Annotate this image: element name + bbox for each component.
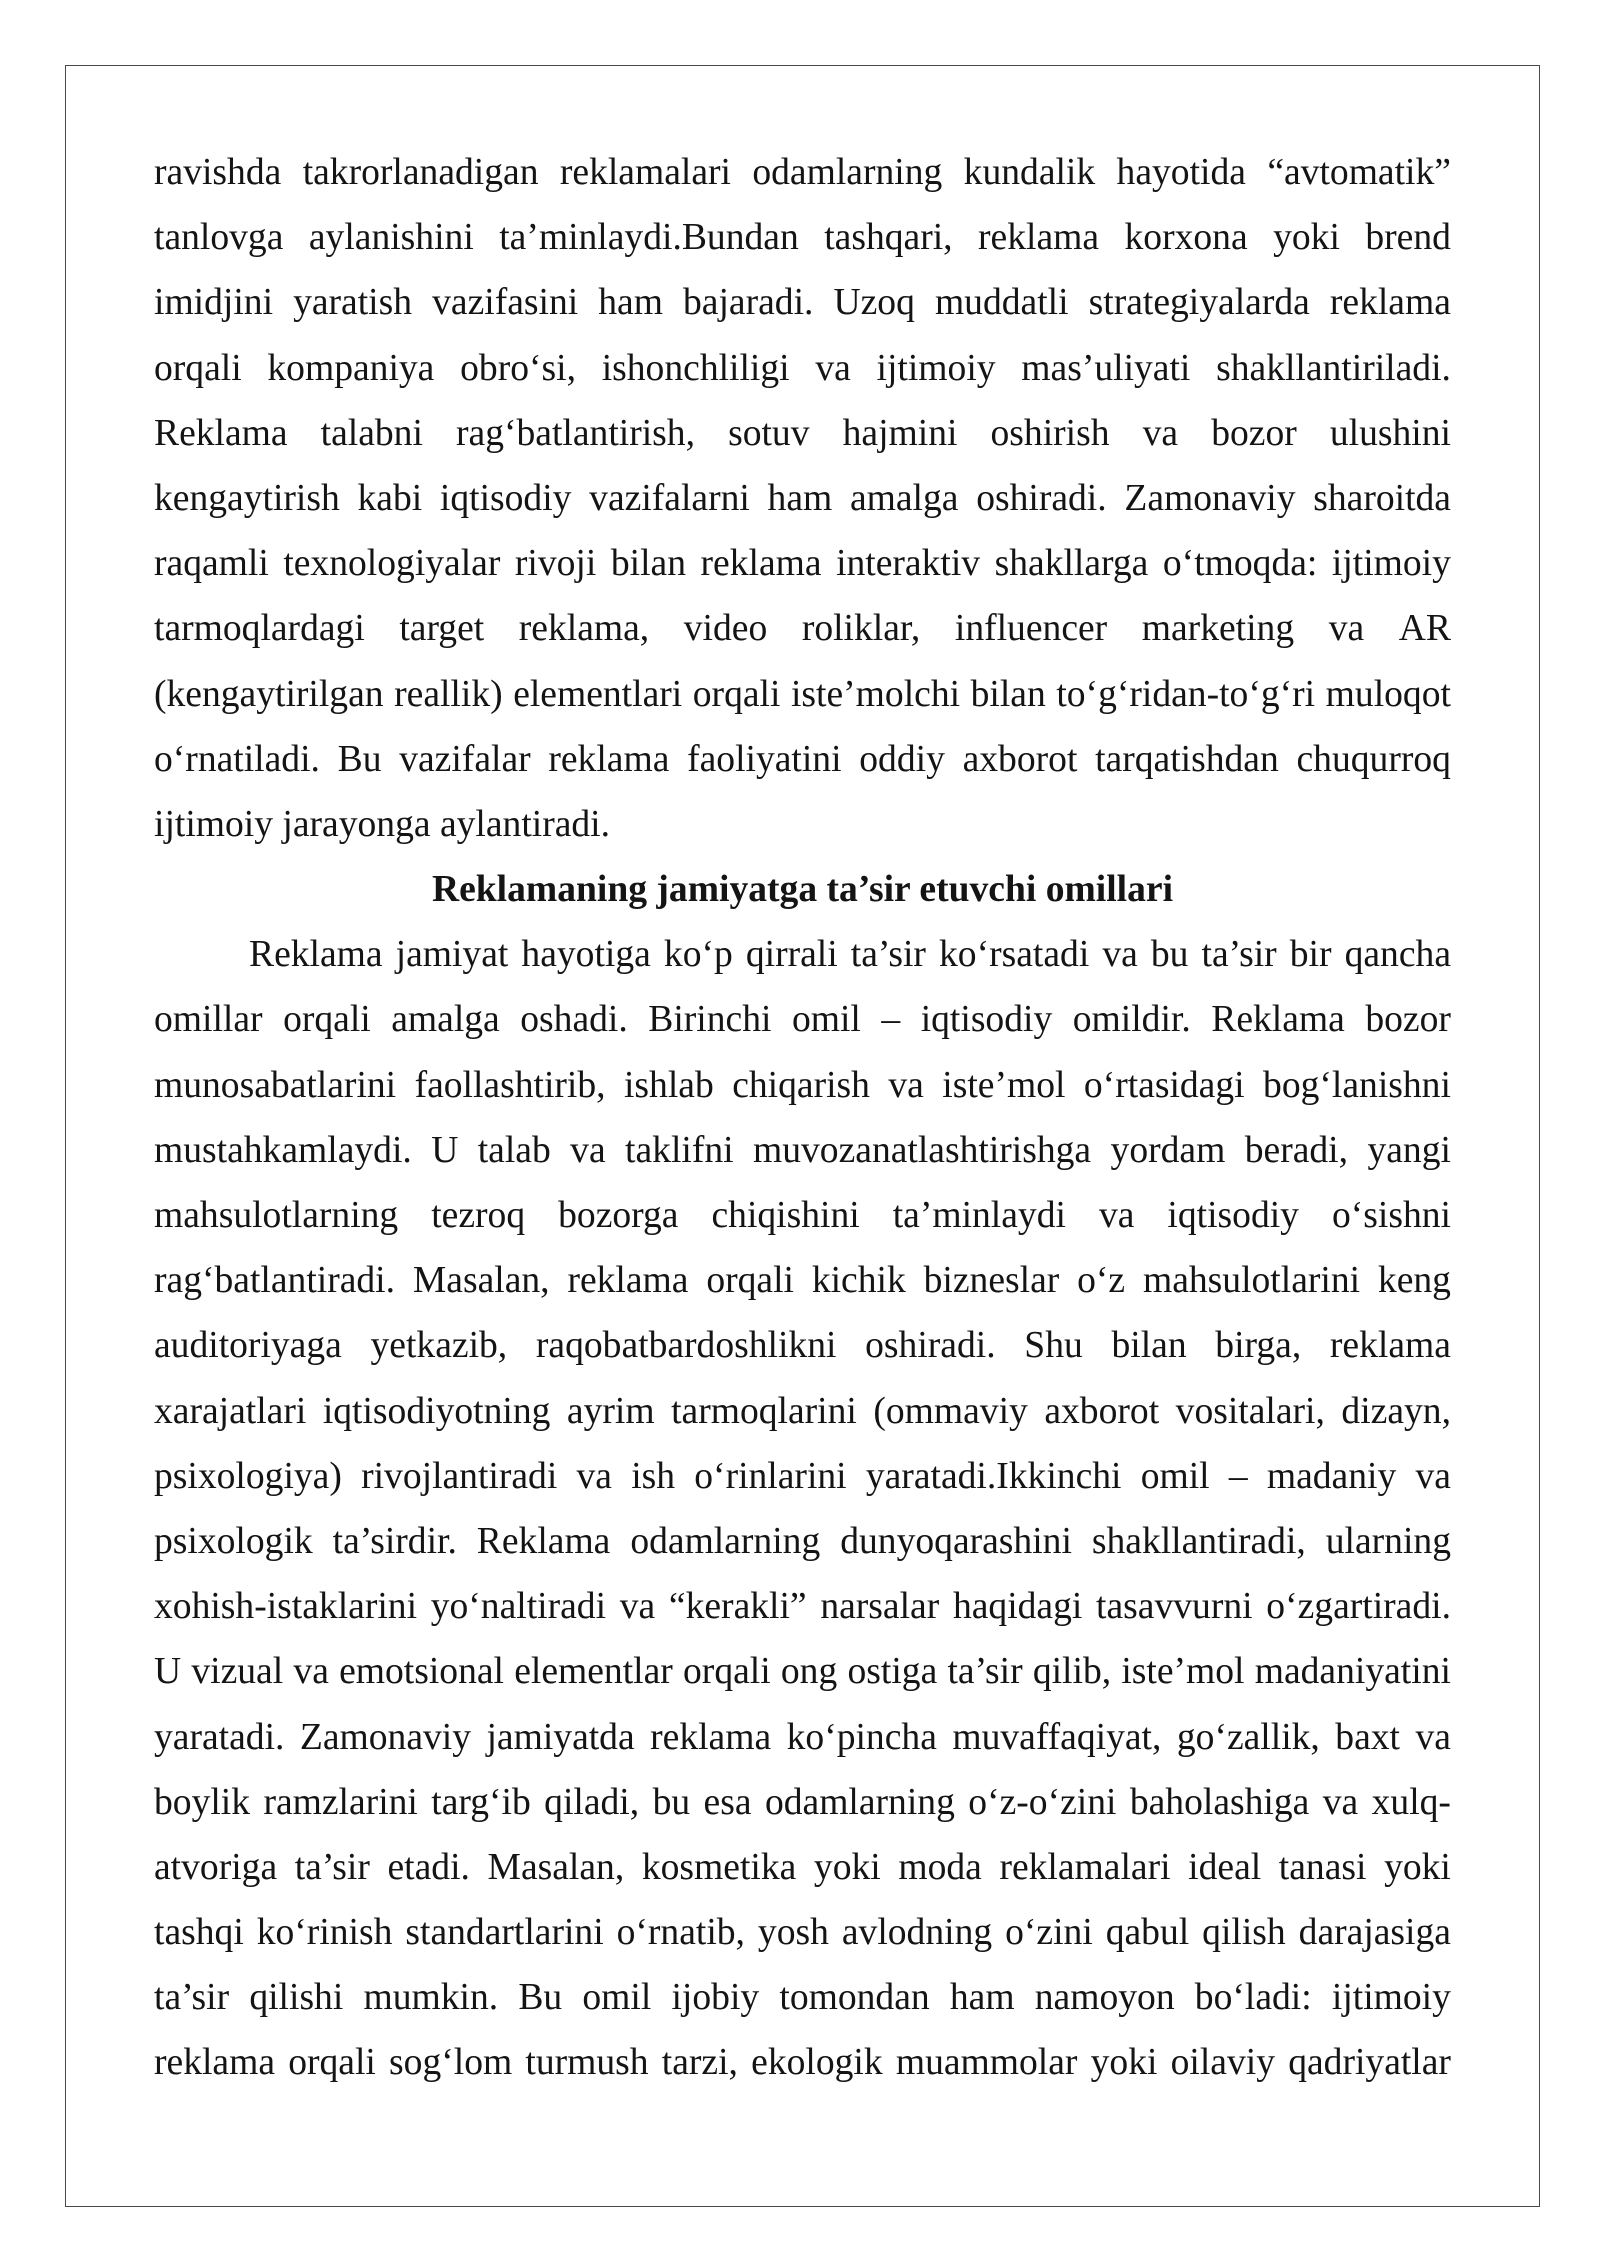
paragraph-line [154,1379,1451,1444]
word: xohish-istaklarini [154,1586,418,1628]
word: reklama [1329,282,1451,324]
paragraph-line [154,1183,1451,1248]
word: muloqot [1325,673,1451,715]
word: bilan [1111,1325,1187,1367]
word: o‘rtasidagi [1083,1064,1245,1106]
word: yosh [757,1912,829,1954]
word: iqtisodiy [439,477,572,519]
word: xarajatlari [154,1390,307,1432]
word: amalga [391,999,500,1041]
word: imidjini [154,282,274,324]
word: taklifni [625,1129,734,1171]
word: Zamonaviy [299,1716,472,1758]
word: orqali [283,999,371,1041]
word: va [1328,608,1365,650]
word: Birinchi [648,999,772,1041]
word: Uzoq [833,282,915,324]
word: sog‘lom [389,2042,513,2084]
word: qiladi, [544,1781,640,1823]
word: Masalan, [412,1260,550,1302]
word: to‘g‘ridan-to‘g‘ri [1056,673,1316,715]
word: reallik) [394,673,503,715]
word: yoki [1090,2042,1158,2084]
word: tezroq [431,1195,526,1236]
word: qadriyatlar [1288,2042,1451,2084]
word: Shu [1024,1325,1083,1367]
word: vositalari, [1175,1390,1325,1432]
word: yaratadi. [154,1716,285,1758]
word: standartlarini [405,1912,604,1954]
word: talab [477,1129,551,1171]
word: elementlar [514,1651,673,1693]
word: tarmoqlardagi [154,608,365,650]
word: yaratadi.Ikkinchi [865,1455,1122,1497]
word: va [1415,1455,1451,1497]
word: namoyon [1034,1977,1175,2019]
word: va [619,1586,656,1628]
word: odamlarning [764,1781,955,1823]
word: bozor [1211,412,1297,454]
word: interaktiv [836,543,981,585]
word: omildir. [1072,999,1191,1041]
word: oshirish [990,412,1110,454]
word: reklama [567,1260,689,1302]
word: ta’minlaydi.Bundan [499,217,799,259]
word: baxt [1335,1716,1400,1758]
word: omil [1140,1455,1210,1497]
word: raqobatbardoshlikni [535,1325,837,1367]
word: ayrim [566,1390,655,1432]
word: moda [898,1846,982,1888]
word: axborot [1044,1390,1160,1432]
word: ularning [1325,1520,1451,1562]
word: baholashiga [1129,1781,1310,1823]
paragraph-line [154,270,1451,335]
word: narsalar [820,1586,940,1628]
word: tarmoqlarini [671,1390,857,1432]
word: qabul [1105,1912,1190,1954]
word: o‘zini [1005,1912,1093,1954]
word: ham [949,1977,1015,2019]
word: o‘zgartiradi. [1266,1586,1451,1628]
word: haqidagi [952,1586,1083,1628]
word: bu [1150,934,1189,976]
word: ramzlarini [263,1781,418,1823]
word: odamlarning [752,152,943,193]
word: reklama [978,217,1100,259]
word: etadi. [387,1846,470,1888]
word: tanlovga [154,217,284,259]
word: bizneslar [923,1260,1060,1302]
word: orqali [706,1260,794,1302]
word: reklama [548,738,670,780]
word: ijtimoiy [1331,543,1451,585]
word: mumkin. [363,1977,499,2019]
word: “avtomatik” [1267,152,1451,193]
word: dunyoqarashini [840,1520,1072,1562]
word: turmush [525,2042,649,2084]
word: tashqi [154,1912,244,1954]
word: va [1142,412,1179,454]
word: texnologiyalar [283,543,501,585]
word: orqali [683,1651,771,1693]
word: muvaffaqiyat, [952,1716,1162,1758]
word: Zamonaviy [1124,477,1296,519]
word: ta’sir [850,934,926,976]
paragraph-line [154,1900,1451,1965]
word: muvozanatlashtirishga [753,1129,1092,1171]
word: reklama [700,543,822,585]
word: (kengaytirilgan [154,673,384,715]
word: ko‘p [663,934,733,976]
word: bo‘ladi: [1194,1977,1312,2019]
word: xulq- [1371,1781,1451,1823]
word: bilan [610,543,686,585]
word: tarqatishdan [1095,738,1279,780]
word: Masalan, [487,1846,625,1888]
word: vazifasini [432,282,579,324]
word: muddatli [934,282,1069,324]
word: o‘rnatib, [616,1912,745,1954]
word: – [881,999,901,1041]
word: elementlari [513,673,683,715]
word: marketing [1141,608,1295,650]
word: yoki [813,1846,881,1888]
word: va [1322,1781,1359,1823]
word: beradi, [1244,1129,1349,1171]
word: reklamalari [999,1846,1171,1888]
word: U [154,1651,182,1693]
word: oilaviy [1170,2042,1275,2084]
word: (ommaviy [873,1390,1028,1432]
word: ham [598,282,663,324]
paragraph-line [154,662,1451,727]
word: va [1102,934,1138,976]
word: ulushini [1329,412,1451,454]
paragraph-line [154,401,1451,466]
word: shakllantiradi, [1091,1520,1306,1562]
word: munosabatlarini [154,1064,397,1106]
word: kichik [811,1260,906,1302]
word: faoliyatini [687,738,842,780]
paragraph [154,140,1451,857]
word: influencer [954,608,1108,650]
word: esa [703,1781,752,1823]
word: Reklama [249,934,383,976]
word: target [399,608,485,650]
word: raqamli [154,543,269,585]
word: rivoji [514,543,597,585]
word: iste’molchi [790,673,961,715]
paragraph-line [154,1705,1451,1770]
word: omil [582,1977,652,2019]
word: ta’sir [154,1977,230,2019]
paragraph-line [154,1835,1451,1900]
paragraph-line [154,466,1451,531]
word: tanasi [1278,1846,1367,1888]
word: qilish [1202,1912,1286,1954]
word: bir [1289,934,1332,976]
word: ravishda [154,152,282,193]
word: avlodning [841,1912,993,1954]
word: mustahkamlaydi. [154,1129,412,1171]
word: ideal [1188,1846,1262,1888]
word: ko‘rsatadi [939,934,1090,976]
word: va [293,1651,329,1693]
word: keng [1377,1260,1451,1302]
word: hayotida [1116,152,1246,193]
word: ta’sir [294,1846,370,1888]
paragraph-line [154,2030,1451,2095]
word: go‘zallik, [1176,1716,1320,1758]
word: ham [767,477,833,519]
word: yangi [1367,1129,1451,1171]
word: Reklama [1211,999,1345,1041]
word: yoki [1273,217,1340,259]
paragraph-line [154,531,1451,596]
word: kosmetika [641,1846,797,1888]
paragraph-line [154,596,1451,661]
word: talabni [320,412,423,454]
word: tashqari, [824,217,953,259]
word: iste’mol [942,1064,1066,1106]
word: madaniyatini [1254,1651,1451,1693]
word: va [1098,1195,1135,1236]
word: iqtisodiy [1167,1195,1299,1236]
word: birga, [1215,1325,1302,1367]
word: ekologik [751,2042,883,2084]
word: ijobiy [671,1977,760,2019]
word: bog‘lanishni [1263,1064,1451,1106]
word: vazifalarni [589,477,750,519]
word: yetkazib, [370,1325,508,1367]
word: takrorlanadigan [302,152,539,193]
word: bajaradi. [683,282,814,324]
word: boylik [154,1781,251,1823]
word: ijtimoiy [876,347,996,389]
word: oshiradi. [865,1325,996,1367]
word: Reklama [154,412,288,454]
word: tomondan [779,1977,930,2019]
word: Bu [337,738,382,780]
word: psixologiya) [154,1455,342,1497]
word: o‘z-o‘zini [968,1781,1117,1823]
word: madaniy [1266,1455,1397,1497]
word: dizayn, [1341,1390,1451,1432]
word: ko‘rinish [256,1912,393,1954]
word: reklama [650,1716,772,1758]
word: hajmini [842,412,958,454]
paragraph-line [154,140,1451,205]
word: ishlab [623,1064,714,1106]
word: U [431,1129,459,1171]
word: “kerakli” [668,1586,807,1628]
word: va [1415,1716,1451,1758]
word: odamlarning [630,1520,821,1562]
word: ish [631,1455,676,1497]
word: video [683,608,768,650]
word: aylanishini [308,217,474,259]
word: Bu [518,1977,563,2019]
word: ta’sir [947,1651,1023,1693]
word: darajasiga [1298,1912,1451,1954]
word: ishonchliligi [601,347,790,389]
word: yaratish [293,282,413,324]
paragraph [154,922,1451,2095]
word: sharoitda [1313,477,1451,519]
word: reklamalari [559,152,731,193]
word: orqali [692,673,781,715]
word: va [815,347,851,389]
word: ijtimoiy [1331,1977,1451,2019]
word: chuqurroq [1296,738,1451,780]
word: bozorga [558,1195,679,1236]
paragraph-line [154,1639,1451,1704]
word: Reklama [476,1520,611,1562]
paragraph-line [154,1118,1451,1183]
word: oshiradi. [976,477,1107,519]
word: vazifalar [399,738,531,780]
word: ta’sir [1201,934,1277,976]
word: mas’uliyati [1021,347,1191,389]
word: kompaniya [267,347,435,389]
word: korxona [1124,217,1248,259]
word: va [888,1064,924,1106]
word: tasavvurni [1096,1586,1253,1628]
word: reklama [1329,1325,1451,1367]
word: qancha [1344,934,1451,976]
word: iste’mol [1121,1651,1245,1693]
word: faollashtirib, [414,1064,606,1106]
word: ko‘pincha [786,1716,937,1758]
word: yo‘naltiradi [430,1586,607,1628]
word: rag‘batlantirish, [456,412,695,454]
word: qilishi [249,1977,344,2019]
word: omillar [154,999,263,1041]
word: bozor [1365,999,1451,1041]
word: va [570,1129,606,1171]
word: ta’minlaydi [892,1195,1066,1236]
word: strategiyalarda [1088,282,1310,324]
word: tarzi, [661,2042,738,2084]
word: vizual [191,1651,284,1693]
word: bilan [970,673,1046,715]
word: kabi [357,477,423,519]
word: iqtisodiyotning [322,1390,551,1432]
word: shakllarga [994,543,1149,585]
word: o‘rinlarini [694,1455,847,1497]
word: amalga [849,477,959,519]
word: roliklar, [801,608,921,650]
word: o‘tmoqda: [1162,543,1318,585]
word: qirrali [745,934,838,976]
paragraph-line [154,1770,1451,1835]
paragraph-line [154,987,1451,1052]
word: brend [1365,217,1451,259]
word: chiqishini [711,1195,860,1236]
word: atvoriga [154,1846,278,1888]
section-heading: Reklamaning jamiyatga ta’sir etuvchi omillari [431,869,1174,911]
word: bu [652,1781,691,1823]
paragraph-first-line [154,922,1451,987]
word: kundalik [963,152,1096,193]
word: shakllantiriladi. [1216,347,1451,389]
word: sotuv [728,412,810,454]
word: oddiy [859,738,945,780]
paragraph-line [154,336,1451,401]
word: o‘sishni [1331,1195,1451,1236]
paragraph-line [154,727,1451,792]
word: jamiyat [395,934,509,976]
word: orqali [154,347,242,389]
word: o‘z [1077,1260,1126,1302]
word: rag‘batlantiradi. [154,1260,396,1302]
word: obro‘si, [460,347,576,389]
word: muammolar [895,2042,1078,2084]
word: rivojlantiradi [361,1455,558,1497]
word: omil [791,999,861,1041]
word: o‘rnatiladi. [154,738,320,780]
word: jamiyatda [486,1716,635,1758]
paragraph-line [154,1248,1451,1313]
word: va [576,1455,612,1497]
paragraph-line [154,1444,1451,1509]
word: targ‘ib [431,1781,531,1823]
word: reklama [154,2042,276,2084]
document-page [154,140,1451,2096]
word: mahsulotlarning [154,1195,399,1236]
paragraph-line [154,1313,1451,1378]
word: AR [1398,608,1451,650]
word: axborot [962,738,1078,780]
word: kengaytirish [154,477,340,519]
word: psixologik [154,1520,313,1562]
paragraph-line [154,1965,1451,2030]
word: hayotiga [521,934,651,976]
word: orqali [288,2042,376,2084]
word: yoki [1384,1846,1451,1888]
paragraph-line [154,1574,1451,1639]
word: yordam [1110,1129,1226,1171]
paragraph-line [154,1053,1451,1118]
word: reklama, [518,608,650,650]
paragraph-last-line: ijtimoiy jarayonga aylantiradi. [154,803,611,845]
word: – [1228,1455,1248,1497]
word: auditoriyaga [154,1325,342,1367]
paragraph-line [154,1509,1451,1574]
paragraph-line [154,205,1451,270]
word: ong [780,1651,838,1693]
word: ostiga [847,1651,938,1693]
word: chiqarish [732,1064,870,1106]
word: mahsulotlarini [1142,1260,1361,1302]
word: oshadi. [520,999,628,1041]
word: ta’sirdir. [332,1520,457,1562]
word: qilib, [1032,1651,1112,1693]
word: iqtisodiy [920,999,1053,1041]
word: emotsional [339,1651,504,1693]
